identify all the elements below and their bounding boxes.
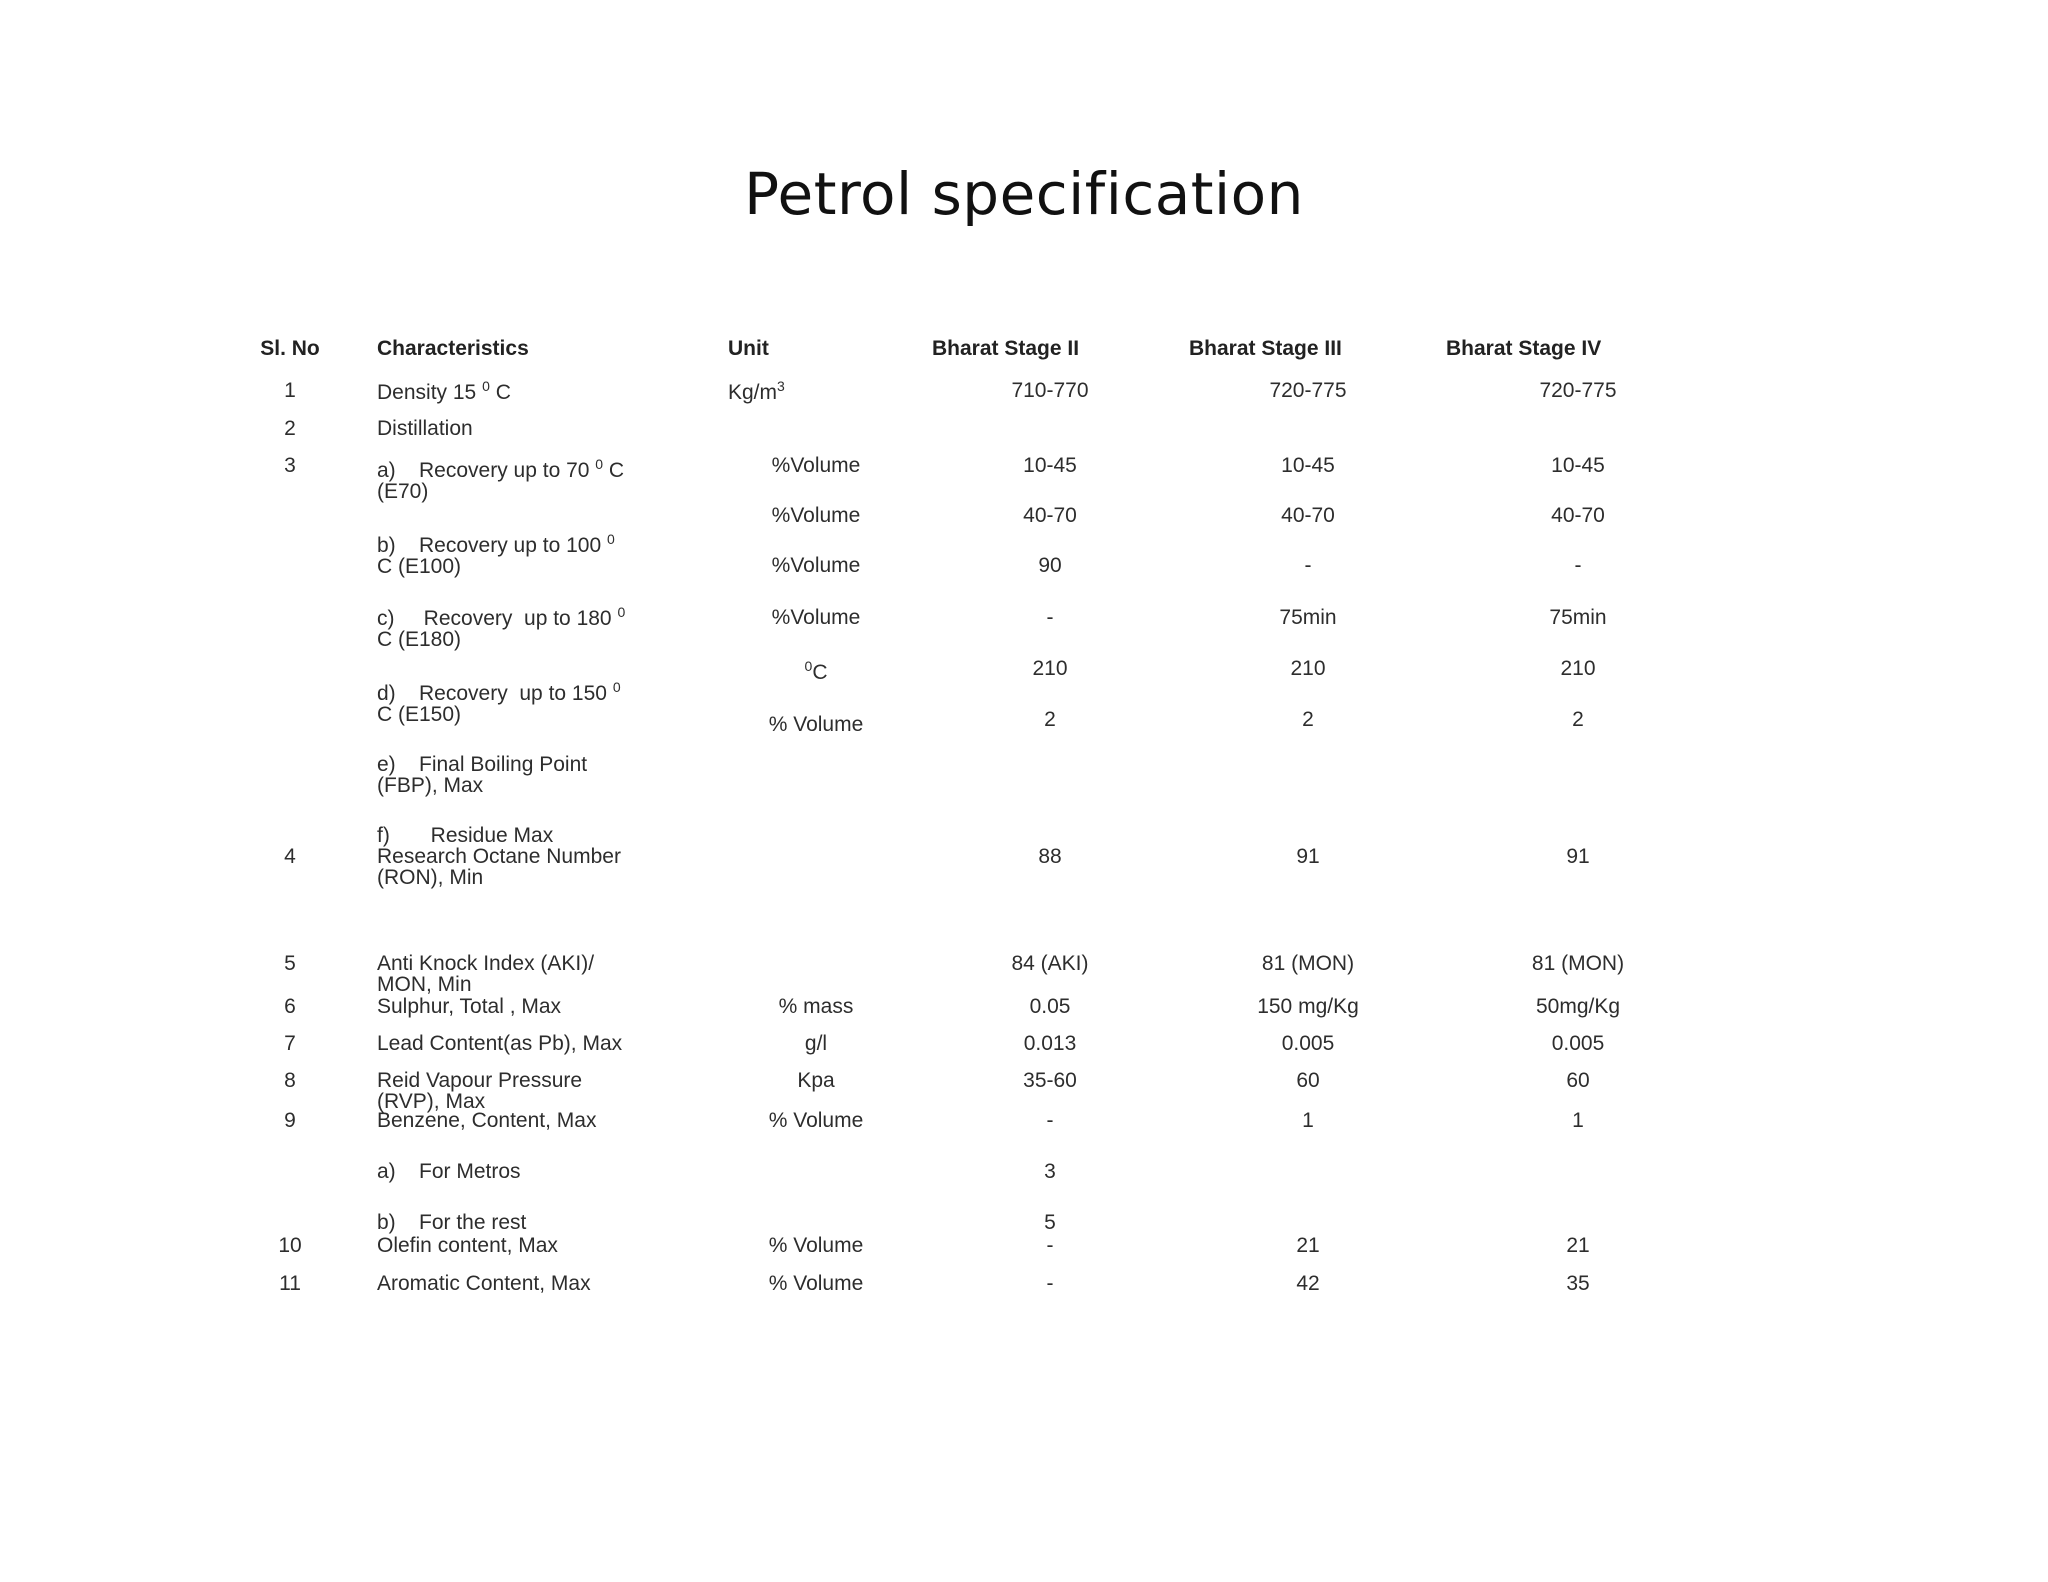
row-11-unit: % Volume — [768, 1272, 864, 1295]
row-11-sl: 11 — [279, 1272, 301, 1295]
header-bharat-stage-ii: Bharat Stage II — [932, 337, 1080, 360]
row-4-stage-iii: 91 — [1296, 845, 1320, 868]
row-6-stage-iii: 150 mg/Kg — [1257, 995, 1359, 1018]
row-3b2-stage-iv: - — [1574, 554, 1582, 577]
row-3d-stage-iv: 210 — [1560, 657, 1596, 680]
row-3a-unit: %Volume — [771, 454, 861, 477]
row-10-stage-ii: - — [1046, 1234, 1054, 1257]
row-6-stage-ii: 0.05 — [1029, 995, 1071, 1018]
row-5-sl: 5 — [284, 952, 296, 975]
row-3d-stage-iii: 210 — [1290, 657, 1326, 680]
row-3d2-unit: % Volume — [768, 713, 864, 736]
row-11-stage-iv: 35 — [1566, 1272, 1590, 1295]
row-7-characteristic: Lead Content(as Pb), Max — [377, 1032, 623, 1055]
row-1-sl: 1 — [284, 379, 296, 402]
row-8-unit: Kpa — [797, 1069, 835, 1092]
row-9-characteristic: Benzene, Content, Max — [377, 1109, 597, 1132]
row-10-stage-iii: 21 — [1296, 1234, 1320, 1257]
row-1-characteristic: Density 15 $^0$ C — [377, 378, 511, 404]
row-9-stage-iii: 1 — [1302, 1109, 1314, 1132]
page-title: Petrol specification — [744, 160, 1304, 228]
row-9a-stage-ii: 3 — [1044, 1160, 1056, 1183]
row-3-sl: 3 — [284, 454, 296, 477]
row-3d2-stage-ii: 2 — [1044, 708, 1056, 731]
row-9-stage-ii: - — [1046, 1109, 1054, 1132]
row-3d-characteristic: d) Recovery up to 150 $^0$ C (E150) — [377, 679, 621, 726]
row-11-stage-iii: 42 — [1296, 1272, 1320, 1295]
row-4-characteristic: Research Octane Number (RON), Min — [377, 845, 621, 889]
row-8-stage-ii: 35-60 — [1023, 1069, 1077, 1092]
header-characteristics: Characteristics — [377, 337, 529, 360]
row-6-characteristic: Sulphur, Total , Max — [377, 995, 562, 1018]
row-7-stage-ii: 0.013 — [1023, 1032, 1077, 1055]
row-3d2-stage-iv: 2 — [1572, 708, 1584, 731]
row-3b2-stage-ii: 90 — [1038, 554, 1062, 577]
row-8-stage-iv: 60 — [1566, 1069, 1590, 1092]
row-9a-characteristic: a) For Metros — [377, 1160, 521, 1183]
row-6-unit: % mass — [778, 995, 854, 1018]
row-3b-characteristic: b) Recovery up to 100 $^0$ C (E100) — [377, 531, 615, 578]
row-3e-characteristic: e) Final Boiling Point (FBP), Max — [377, 753, 588, 797]
row-8-sl: 8 — [284, 1069, 296, 1092]
header-unit: Unit — [728, 337, 769, 360]
row-6-stage-iv: 50mg/Kg — [1535, 995, 1621, 1018]
row-3b-stage-iii: 40-70 — [1281, 504, 1335, 527]
row-10-unit: % Volume — [768, 1234, 864, 1257]
row-10-characteristic: Olefin content, Max — [377, 1234, 558, 1257]
row-11-characteristic: Aromatic Content, Max — [377, 1272, 591, 1295]
row-3b-stage-iv: 40-70 — [1551, 504, 1605, 527]
header-sl-no: Sl. No — [260, 337, 320, 360]
row-7-stage-iv: 0.005 — [1551, 1032, 1605, 1055]
row-4-sl: 4 — [284, 845, 296, 868]
row-3c-unit: %Volume — [771, 606, 861, 629]
row-3a-stage-iii: 10-45 — [1281, 454, 1335, 477]
row-3a-stage-ii: 10-45 — [1023, 454, 1077, 477]
header-bharat-stage-iii: Bharat Stage III — [1189, 337, 1342, 360]
row-3c-stage-iii: 75min — [1279, 606, 1337, 629]
row-10-stage-iv: 21 — [1566, 1234, 1590, 1257]
row-3b2-unit: %Volume — [771, 554, 861, 577]
row-5-stage-iii: 81 (MON) — [1261, 952, 1355, 975]
header-bharat-stage-iv: Bharat Stage IV — [1446, 337, 1602, 360]
row-5-stage-ii: 84 (AKI) — [1011, 952, 1089, 975]
row-3b-unit: %Volume — [771, 504, 861, 527]
row-2-sl: 2 — [284, 417, 296, 440]
row-3d2-stage-iii: 2 — [1302, 708, 1314, 731]
row-3c-stage-ii: - — [1046, 606, 1054, 629]
row-1-stage-ii: 710-770 — [1011, 379, 1089, 402]
row-10-sl: 10 — [278, 1234, 302, 1257]
row-3a-characteristic: a) Recovery up to 70 $^0$ C (E70) — [377, 456, 625, 503]
row-5-stage-iv: 81 (MON) — [1531, 952, 1625, 975]
row-4-stage-iv: 91 — [1566, 845, 1590, 868]
row-9-unit: % Volume — [768, 1109, 864, 1132]
row-3c-characteristic: c) Recovery up to 180 $^0$ C (E180) — [377, 604, 626, 651]
row-9-sl: 9 — [284, 1109, 296, 1132]
row-9b-stage-ii: 5 — [1044, 1211, 1056, 1234]
row-7-unit: g/l — [804, 1032, 828, 1055]
row-9b-characteristic: b) For the rest — [377, 1211, 527, 1234]
row-3f-characteristic: f) Residue Max — [377, 824, 554, 847]
row-7-stage-iii: 0.005 — [1281, 1032, 1335, 1055]
row-1-stage-iii: 720-775 — [1269, 379, 1347, 402]
row-6-sl: 6 — [284, 995, 296, 1018]
row-3c-stage-iv: 75min — [1549, 606, 1607, 629]
row-4-stage-ii: 88 — [1038, 845, 1062, 868]
row-3d-stage-ii: 210 — [1032, 657, 1068, 680]
row-5-characteristic: Anti Knock Index (AKI)/ MON, Min — [377, 952, 595, 996]
row-1-unit: $Kg/m^3$ — [728, 378, 785, 404]
row-8-characteristic: Reid Vapour Pressure (RVP), Max — [377, 1069, 583, 1113]
row-3a-stage-iv: 10-45 — [1551, 454, 1605, 477]
row-1-stage-iv: 720-775 — [1539, 379, 1617, 402]
row-11-stage-ii: - — [1046, 1272, 1054, 1295]
row-3b-stage-ii: 40-70 — [1023, 504, 1077, 527]
row-7-sl: 7 — [284, 1032, 296, 1055]
row-2-characteristic: Distillation — [377, 417, 473, 440]
row-9-stage-iv: 1 — [1572, 1109, 1584, 1132]
row-3b2-stage-iii: - — [1304, 554, 1312, 577]
row-3d-unit: $^0$C — [804, 658, 828, 684]
row-8-stage-iii: 60 — [1296, 1069, 1320, 1092]
